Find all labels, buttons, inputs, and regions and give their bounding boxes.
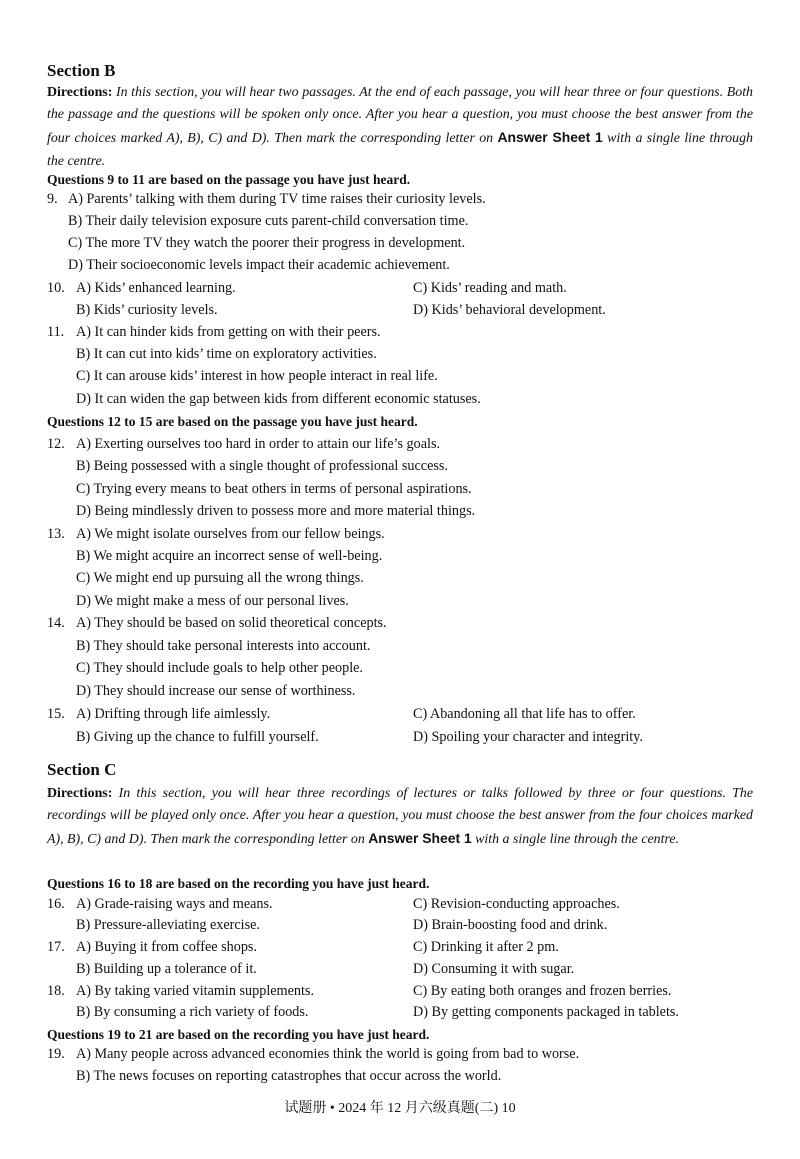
answer-option: D) Kids’ behavioral development. — [413, 302, 606, 318]
directions-text-end: with a single line through the centre. — [471, 832, 679, 848]
answer-option: A) Buying it from coffee shops. — [76, 939, 257, 955]
answer-option: A) Exerting ourselves too hard in order to attain our life’s goals. — [76, 436, 441, 452]
answer-option: B) By consuming a rich variety of foods. — [76, 1004, 309, 1020]
question-number: 15. — [47, 706, 65, 722]
question-group-heading: Questions 19 to 21 are based on the recording you have just heard. — [47, 1027, 430, 1042]
directions-text-end: with a single line through the centre. — [47, 131, 753, 169]
answer-option: A) Grade-raising ways and means. — [76, 896, 273, 912]
question-number: 9. — [47, 191, 58, 207]
answer-option: D) It can widen the gap between kids from different economic statuses. — [76, 391, 481, 407]
answer-option: C) Abandoning all that life has to offer. — [413, 706, 636, 722]
question-number: 14. — [47, 615, 65, 631]
section-b-title: Section B — [47, 61, 116, 80]
answer-option: D) Consuming it with sugar. — [413, 961, 575, 977]
answer-option: B) It can cut into kids’ time on exploratory activities. — [76, 346, 377, 362]
answer-option: A) They should be based on solid theoretical concepts. — [76, 615, 387, 631]
question-number: 10. — [47, 280, 65, 296]
answer-option: D) Their socioeconomic levels impact their academic achievement. — [68, 257, 450, 273]
answer-option: C) Drinking it after 2 pm. — [413, 939, 559, 955]
answer-option: C) They should include goals to help other people. — [76, 660, 363, 676]
section-c-title: Section C — [47, 760, 117, 779]
answer-option: B) Building up a tolerance of it. — [76, 961, 257, 977]
answer-option: A) It can hinder kids from getting on with their peers. — [76, 324, 381, 340]
answer-option: B) Kids’ curiosity levels. — [76, 302, 218, 318]
answer-option: C) It can arouse kids’ interest in how people interact in real life. — [76, 368, 438, 384]
answer-option: C) Trying every means to beat others in terms of personal aspirations. — [76, 481, 472, 497]
answer-option: A) Kids’ enhanced learning. — [76, 280, 236, 296]
answer-option: A) By taking varied vitamin supplements. — [76, 983, 314, 999]
answer-sheet-ref: Answer Sheet 1 — [368, 830, 472, 847]
answer-option: C) Revision-conducting approaches. — [413, 896, 620, 912]
question-group-heading: Questions 16 to 18 are based on the recording you have just heard. — [47, 876, 430, 891]
answer-option: C) We might end up pursuing all the wrong things. — [76, 570, 364, 586]
question-number: 12. — [47, 436, 65, 452]
answer-option: D) We might make a mess of our personal lives. — [76, 593, 349, 609]
directions-label: Directions: — [47, 786, 113, 801]
answer-option: C) Kids’ reading and math. — [413, 280, 567, 296]
answer-option: D) Brain-boosting food and drink. — [413, 917, 608, 933]
answer-option: A) Many people across advanced economies think the world is going from bad to worse. — [76, 1046, 580, 1062]
answer-option: B) Pressure-alleviating exercise. — [76, 917, 260, 933]
directions-label: Directions: — [47, 85, 113, 100]
answer-option: B) We might acquire an incorrect sense of well-being. — [76, 548, 383, 564]
answer-sheet-ref: Answer Sheet 1 — [497, 129, 603, 146]
page-footer: 试题册 • 2024 年 12 月六级真题(二) 10 — [284, 1101, 516, 1116]
question-number: 16. — [47, 896, 65, 912]
answer-option: C) By eating both oranges and frozen berries. — [413, 983, 672, 999]
answer-option: A) Parents’ talking with them during TV time raises their curiosity levels. — [68, 191, 486, 207]
answer-option: C) The more TV they watch the poorer their progress in development. — [68, 235, 466, 251]
answer-option: B) The news focuses on reporting catastrophes that occur across the world. — [76, 1068, 502, 1084]
section-c-directions — [47, 783, 753, 852]
answer-option: D) By getting components packaged in tablets. — [413, 1004, 679, 1020]
directions-text: In this section, you will hear three recordings of lectures or talks followed by three or four questions. The recordings will be played only once. After you hear a question, you must choose the best answer from the four choices marked A), B), C) and D). Then mark the corresponding letter on — [47, 786, 753, 848]
answer-option: B) Giving up the chance to fulfill yourself. — [76, 729, 319, 745]
directions-text: In this section, you will hear two passages. At the end of each passage, you will hear three or four questions. Both the passage and the questions will be spoken only once. After you hear a question, you must choose the best answer from the four choices marked A), B), C) and D). Then mark the corresponding letter on — [47, 85, 753, 147]
answer-option: B) Their daily television exposure cuts parent-child conversation time. — [68, 213, 469, 229]
question-number: 18. — [47, 983, 65, 999]
answer-option: D) They should increase our sense of worthiness. — [76, 683, 356, 699]
question-group-heading: Questions 12 to 15 are based on the passage you have just heard. — [47, 414, 418, 429]
question-group-heading: Questions 9 to 11 are based on the passage you have just heard. — [47, 172, 411, 187]
answer-option: A) We might isolate ourselves from our fellow beings. — [76, 526, 385, 542]
answer-option: D) Spoiling your character and integrity. — [413, 729, 643, 745]
answer-option: D) Being mindlessly driven to possess more and more material things. — [76, 503, 476, 519]
section-b-directions — [47, 82, 753, 173]
answer-option: B) They should take personal interests into account. — [76, 638, 371, 654]
answer-option: B) Being possessed with a single thought of professional success. — [76, 458, 448, 474]
question-number: 13. — [47, 526, 65, 542]
answer-option: A) Drifting through life aimlessly. — [76, 706, 271, 722]
question-number: 17. — [47, 939, 65, 955]
question-number: 11. — [47, 324, 65, 340]
question-number: 19. — [47, 1046, 65, 1062]
